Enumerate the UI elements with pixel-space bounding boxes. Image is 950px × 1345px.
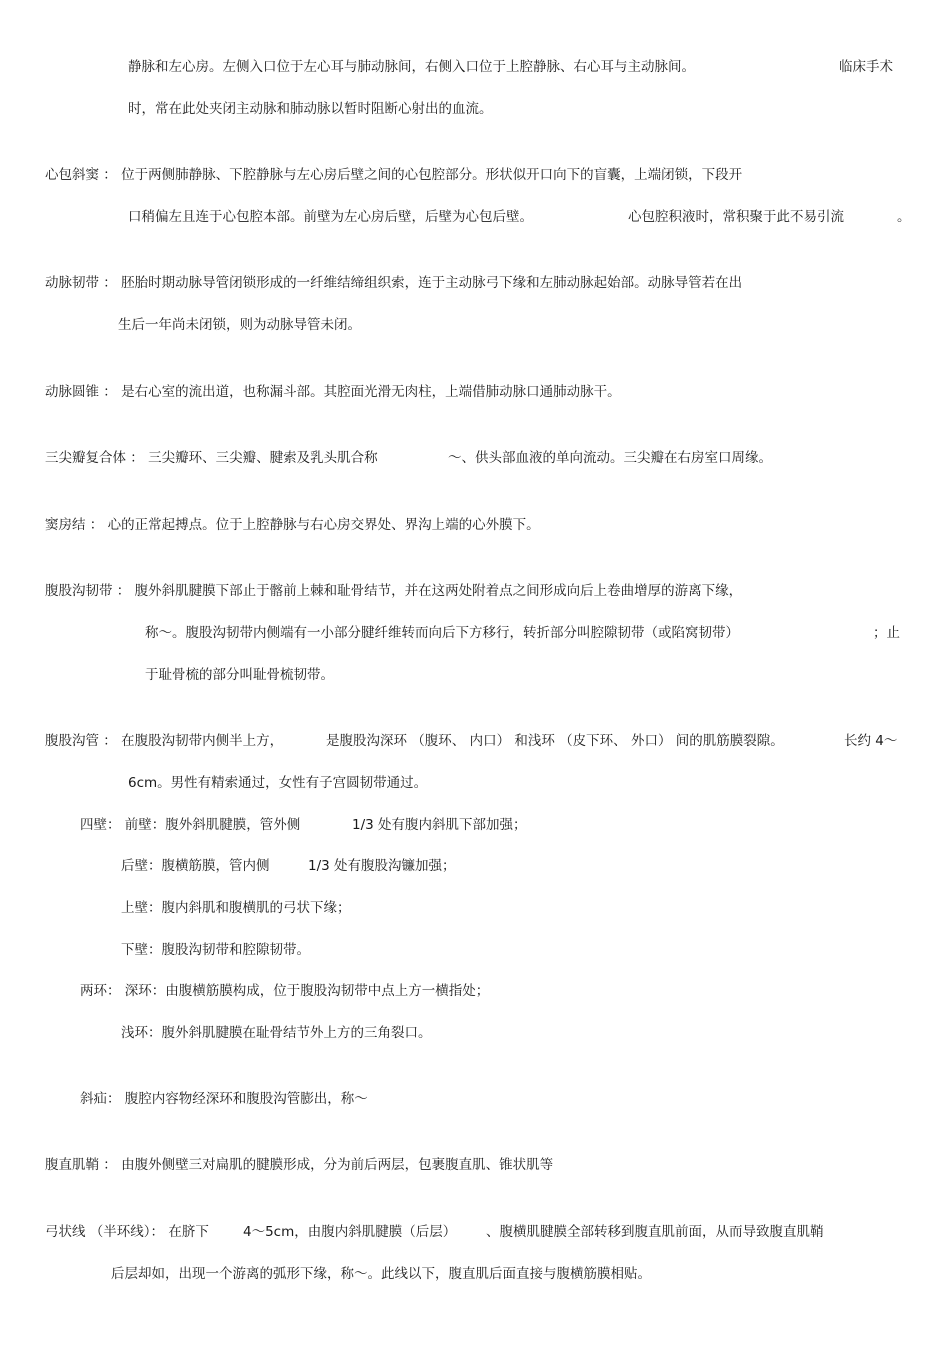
text-line xyxy=(80,816,300,834)
line-text: 上壁：腹内斜肌和腹横肌的弓状下缘； xyxy=(121,900,351,916)
text-line-mid xyxy=(326,732,784,750)
term-definition xyxy=(45,516,540,534)
line-text: 四壁： 前壁：腹外斜肌腱膜，管外侧 xyxy=(80,817,301,833)
line-text: ～、供头部血液的单向流动。三尖瓣在右房室口周缘。 xyxy=(448,450,772,466)
term-definition xyxy=(45,1156,553,1174)
text-line xyxy=(145,624,739,642)
text-line xyxy=(111,1265,651,1283)
line-text: 腹股沟韧带 ： 腹外斜肌腱膜下部止于髂前上棘和耻骨结节，并在这两处附着点之间形成向后上卷曲增厚的游离下缘， xyxy=(45,583,743,599)
text-line xyxy=(121,857,270,875)
line-text: 长约 4～ xyxy=(844,733,898,749)
line-text: ；止 xyxy=(873,625,900,641)
line-text: 称～。腹股沟韧带内侧端有一小部分腱纤维转而向后下方移行，转折部分叫腔隙韧带（或陷窝韧带） xyxy=(145,625,739,641)
line-text: 弓状线 （半环线）： 在脐下 xyxy=(45,1224,209,1240)
term-definition xyxy=(45,732,283,750)
text-line-mid xyxy=(243,1223,456,1241)
text-line-mid xyxy=(448,449,772,467)
text-line xyxy=(121,899,351,917)
line-text: 下壁：腹股沟韧带和腔隙韧带。 xyxy=(121,942,310,958)
text-line xyxy=(128,208,533,226)
line-text: 三尖瓣复合体 ： 三尖瓣环、三尖瓣、腱索及乳头肌合称 xyxy=(45,450,378,466)
line-text: 腹股沟管 ： 在腹股沟韧带内侧半上方， xyxy=(45,733,284,749)
term-definition xyxy=(45,383,621,401)
line-text: 口稍偏左且连于心包腔本部。前壁为左心房后壁，后壁为心包后壁。 xyxy=(128,209,533,225)
line-text: 生后一年尚未闭锁，则为动脉导管未闭。 xyxy=(118,317,361,333)
line-text: 4～5cm，由腹内斜肌腱膜（后层） xyxy=(243,1224,457,1240)
line-text: 1/3 处有腹内斜肌下部加强； xyxy=(352,817,527,833)
text-line-mid xyxy=(628,208,844,226)
line-text: 临床手术 xyxy=(839,59,893,75)
line-text: 斜疝： 腹腔内容物经深环和腹股沟管膨出，称～ xyxy=(80,1091,368,1107)
line-text: 静脉和左心房。左侧入口位于左心耳与肺动脉间，右侧入口位于上腔静脉、右心耳与主动脉间。 xyxy=(128,59,695,75)
term-definition xyxy=(45,582,742,600)
line-text: 腹直肌鞘 ： 由腹外侧壁三对扁肌的腱膜形成，分为前后两层，包裹腹直肌、锥状肌等 xyxy=(45,1157,554,1173)
line-text: 是腹股沟深环 （腹环、 内口） 和浅环 （皮下环、 外口） 间的肌筋膜裂隙。 xyxy=(326,733,784,749)
term-definition xyxy=(45,274,742,292)
text-line-tail xyxy=(844,732,897,750)
text-line xyxy=(118,316,361,334)
text-line xyxy=(128,58,695,76)
line-text: 6cm。男性有精索通过，女性有子宫圆韧带通过。 xyxy=(128,775,428,791)
text-line-tail xyxy=(839,58,893,76)
text-line-tail xyxy=(873,624,900,642)
text-line xyxy=(80,982,489,1000)
text-line xyxy=(128,774,427,792)
text-line-mid xyxy=(352,816,527,834)
line-text: 动脉韧带 ： 胚胎时期动脉导管闭锁形成的一纤维结缔组织索，连于主动脉弓下缘和左肺动脉起始部。动脉导管若在出 xyxy=(45,275,743,291)
text-line xyxy=(128,100,493,118)
term-definition xyxy=(45,1223,209,1241)
text-line-tail xyxy=(486,1223,824,1241)
line-text: 。 xyxy=(897,209,911,225)
line-text: 心包腔积液时，常积聚于此不易引流 xyxy=(628,209,844,225)
term-definition xyxy=(80,1090,368,1108)
text-line-mid xyxy=(308,857,456,875)
line-text: 、腹横肌腱膜全部转移到腹直肌前面，从而导致腹直肌鞘 xyxy=(486,1224,824,1240)
term-definition xyxy=(45,449,378,467)
line-text: 于耻骨梳的部分叫耻骨梳韧带。 xyxy=(145,667,334,683)
line-text: 动脉圆锥 ： 是右心室的流出道，也称漏斗部。其腔面光滑无肉柱，上端借肺动脉口通肺动脉干。 xyxy=(45,384,621,400)
line-text: 窦房结 ： 心的正常起搏点。位于上腔静脉与右心房交界处、界沟上端的心外膜下。 xyxy=(45,517,540,533)
line-text: 时，常在此处夹闭主动脉和肺动脉以暂时阻断心射出的血流。 xyxy=(128,101,493,117)
text-line-tail xyxy=(897,208,911,226)
text-line xyxy=(121,1024,432,1042)
term-definition xyxy=(45,166,742,184)
line-text: 浅环：腹外斜肌腱膜在耻骨结节外上方的三角裂口。 xyxy=(121,1025,432,1041)
line-text: 后层却如，出现一个游离的弧形下缘，称～。此线以下，腹直肌后面直接与腹横筋膜相贴。 xyxy=(111,1266,651,1282)
text-line xyxy=(145,666,334,684)
line-text: 1/3 处有腹股沟镰加强； xyxy=(308,858,456,874)
line-text: 后壁：腹横筋膜，管内侧 xyxy=(121,858,270,874)
line-text: 两环： 深环：由腹横筋膜构成，位于腹股沟韧带中点上方一横指处； xyxy=(80,983,490,999)
line-text: 心包斜窦 ： 位于两侧肺静脉、下腔静脉与左心房后壁之间的心包腔部分。形状似开口向下的盲囊，上端闭锁，下段开 xyxy=(45,167,743,183)
text-line xyxy=(121,941,310,959)
